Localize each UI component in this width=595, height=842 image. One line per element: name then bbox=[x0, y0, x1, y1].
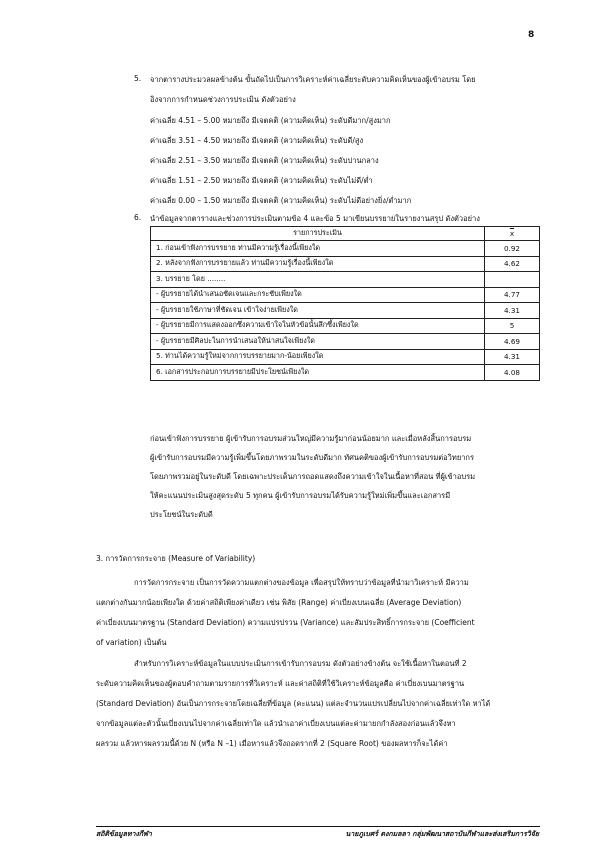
row-item: 3. บรรยาย โดย ........ bbox=[151, 272, 485, 288]
para2-line-4: จากข้อมูลแต่ละตัวนั้นเบี่ยงเบนไปจากค่าเฉลี่ยเท่าใด แล้วนำเอาค่าเบี่ยงเบนแต่ละค่ามายกกำลังสองก่อนแล้วจึงหา bbox=[96, 719, 456, 728]
row-item: 6. เอกสารประกอบการบรรยายมีประโยชน์เพียงใด bbox=[151, 365, 485, 381]
row-value: 0.92 bbox=[485, 241, 540, 257]
table-header-row bbox=[151, 227, 540, 241]
summary-line-3: โดยภาพรวมอยู่ในระดับดี โดยเฉพาะประเด็นการถอดแสดงถึงความเข้าใจในเนื้อหาที่สอน ที่ผู้เข้าอบรม bbox=[150, 472, 476, 481]
item5-range-4: ค่าเฉลี่ย 1.51 – 2.50 หมายถึง มีเจตคติ (ความคิดเห็น) ระดับไม่ดี/ต่ำ bbox=[150, 176, 373, 185]
item6-number: 6. bbox=[134, 213, 142, 222]
row-value: 4.08 bbox=[485, 365, 540, 381]
item5-line-2: อิงจากการกำหนดช่วงการประเมิน ดังตัวอย่าง bbox=[150, 95, 296, 104]
row-value: 4.31 bbox=[485, 349, 540, 365]
row-item: - ผู้บรรยายใช้ภาษาที่ชัดเจน เข้าใจง่ายเพียงใด bbox=[151, 303, 485, 319]
summary-line-5: ประโยชน์ในระดับดี bbox=[150, 510, 213, 519]
row-item: 5. ท่านได้ความรู้ใหม่จากการบรรยายมาก-น้อยเพียงใด bbox=[151, 349, 485, 365]
para2-line-1: สำหรับการวิเคราะห์ข้อมูลในแบบประเมินการเข้ารับการอบรม ดังตัวอย่างข้างต้น จะใช้เนื้อหาในตอนที่ 2 bbox=[134, 659, 467, 668]
row-value: 4.31 bbox=[485, 303, 540, 319]
table-row bbox=[151, 256, 540, 272]
para1-line-2: แตกต่างกันมากน้อยเพียงใด ด้วยค่าสถิติเพียงค่าเดียว เช่น พิสัย (Range) ค่าเบี่ยงเบนเฉลี่ย (Average Deviation) bbox=[96, 598, 462, 607]
table-row bbox=[151, 365, 540, 381]
row-value: 4.77 bbox=[485, 287, 540, 303]
table-row bbox=[151, 318, 540, 334]
item5-number: 5. bbox=[134, 74, 142, 83]
page-number: 8 bbox=[528, 30, 535, 40]
para2-line-3: (Standard Deviation) อันเป็นการกระจายโดยเฉลี่ยที่ข้อมูล (คะแนน) แต่ละจำนวนแปรเปลี่ยนไปจากค่าเฉลี่ยเท่าใด หาได้ bbox=[96, 699, 491, 708]
summary-line-1: ก่อนเข้าฟังการบรรยาย ผู้เข้ารับการอบรมส่วนใหญ่มีความรู้มาก่อนน้อยมาก และเมื่อหลังสิ้นการอบรม bbox=[150, 434, 472, 443]
table-row bbox=[151, 334, 540, 350]
summary-line-2: ผู้เข้ารับการอบรมมีความรู้เพิ่มขึ้นโดยภาพรวมในระดับดีมาก ทัศนคติของผู้เข้ารับการอบรมต่อวิทยากร bbox=[150, 453, 474, 462]
row-item: - ผู้บรรยายได้นำเสนอชัดเจนและกระชับเพียงใด bbox=[151, 287, 485, 303]
row-value: 4.69 bbox=[485, 334, 540, 350]
header-item: รายการประเมิน bbox=[151, 227, 485, 241]
footer-right: นายภูเบศร์ ดงกมลลา กลุ่มพัฒนาสถาบันกีฬาและส่งเสริมการวิจัย bbox=[345, 830, 539, 838]
row-item: 1. ก่อนเข้าฟังการบรรยาย ท่านมีความรู้เรื่องนี้เพียงใด bbox=[151, 241, 485, 257]
para2-line-2: ระดับความคิดเห็นของผู้ตอบคำถามตามรายการที่วิเคราะห์ และค่าสถิติที่ใช้วิเคราะห์ข้อมูลคือ ค่าเบี่ยงเบนมาตรฐาน bbox=[96, 679, 465, 688]
item5-line-1: จากตารางประมวลผลข้างต้น ขั้นถัดไปเป็นการวิเคราะห์ค่าเฉลี่ยระดับความคิดเห็นของผู้เข้าอบรม โดย bbox=[150, 75, 476, 84]
row-item: - ผู้บรรยายมีศิลปะในการนำเสนอให้น่าสนใจเพียงใด bbox=[151, 334, 485, 350]
footer-divider bbox=[96, 826, 540, 827]
para2-line-5: ผลรวม แล้วหารผลรวมนี้ด้วย N (หรือ N –1) เมื่อหารแล้วจึงถอดรากที่ 2 (Square Root) ของผลหารก็จะได้ค่า bbox=[96, 739, 448, 748]
table-row bbox=[151, 303, 540, 319]
row-value bbox=[485, 272, 540, 288]
table-row bbox=[151, 287, 540, 303]
evaluation-table bbox=[150, 226, 540, 381]
summary-line-4: ให้คะแนนประเมินสูงสุดระดับ 5 ทุกคน ผู้เข้ารับการอบรมได้รับความรู้ใหม่เพิ่มขึ้นและเอกสารมี bbox=[150, 491, 451, 500]
para1-line-1: การวัดการกระจาย เป็นการวัดความแตกต่างของข้อมูล เพื่อสรุปให้ทราบว่าข้อมูลที่นำมาวิเคราะห์ มีความ bbox=[134, 578, 469, 587]
table-row bbox=[151, 272, 540, 288]
item5-range-5: ค่าเฉลี่ย 0.00 – 1.50 หมายถึง มีเจตคติ (ความคิดเห็น) ระดับไม่ดีอย่างยิ่ง/ต่ำมาก bbox=[150, 196, 412, 205]
item6-line: นำข้อมูลจากตารางและช่วงการประเมินตามข้อ 4 และข้อ 5 มาเขียนบรรยายในรายงานสรุป ดังตัวอย่าง bbox=[150, 214, 480, 223]
section-heading: 3. การวัดการกระจาย (Measure of Variability) bbox=[96, 554, 256, 563]
row-value: 5 bbox=[485, 318, 540, 334]
para1-line-4: of variation) เป็นต้น bbox=[96, 638, 167, 647]
row-item: - ผู้บรรยายมีการแสดงออกซึ่งความเข้าใจในหัวข้อนั้นลึกซึ้งเพียงใด bbox=[151, 318, 485, 334]
item5-range-3: ค่าเฉลี่ย 2.51 – 3.50 หมายถึง มีเจตคติ (ความคิดเห็น) ระดับปานกลาง bbox=[150, 156, 379, 165]
footer-left: สถิติข้อมูลทางกีฬา bbox=[96, 830, 152, 838]
row-item: 2. หลังจากฟังการบรรยายแล้ว ท่านมีความรู้เรื่องนี้เพียงใด bbox=[151, 256, 485, 272]
para1-line-3: ค่าเบี่ยงเบนมาตรฐาน (Standard Deviation) ความแปรปรวน (Variance) และสัมประสิทธิ์การกระจาย (Coefficient bbox=[96, 618, 475, 627]
item5-range-2: ค่าเฉลี่ย 3.51 – 4.50 หมายถึง มีเจตคติ (ความคิดเห็น) ระดับดี/สูง bbox=[150, 136, 364, 145]
header-mean: $\overline{x}$ bbox=[485, 227, 540, 241]
row-value: 4.62 bbox=[485, 256, 540, 272]
table-row bbox=[151, 349, 540, 365]
table-row bbox=[151, 241, 540, 257]
item5-range-1: ค่าเฉลี่ย 4.51 – 5.00 หมายถึง มีเจตคติ (ความคิดเห็น) ระดับดีมาก/สูงมาก bbox=[150, 116, 391, 125]
